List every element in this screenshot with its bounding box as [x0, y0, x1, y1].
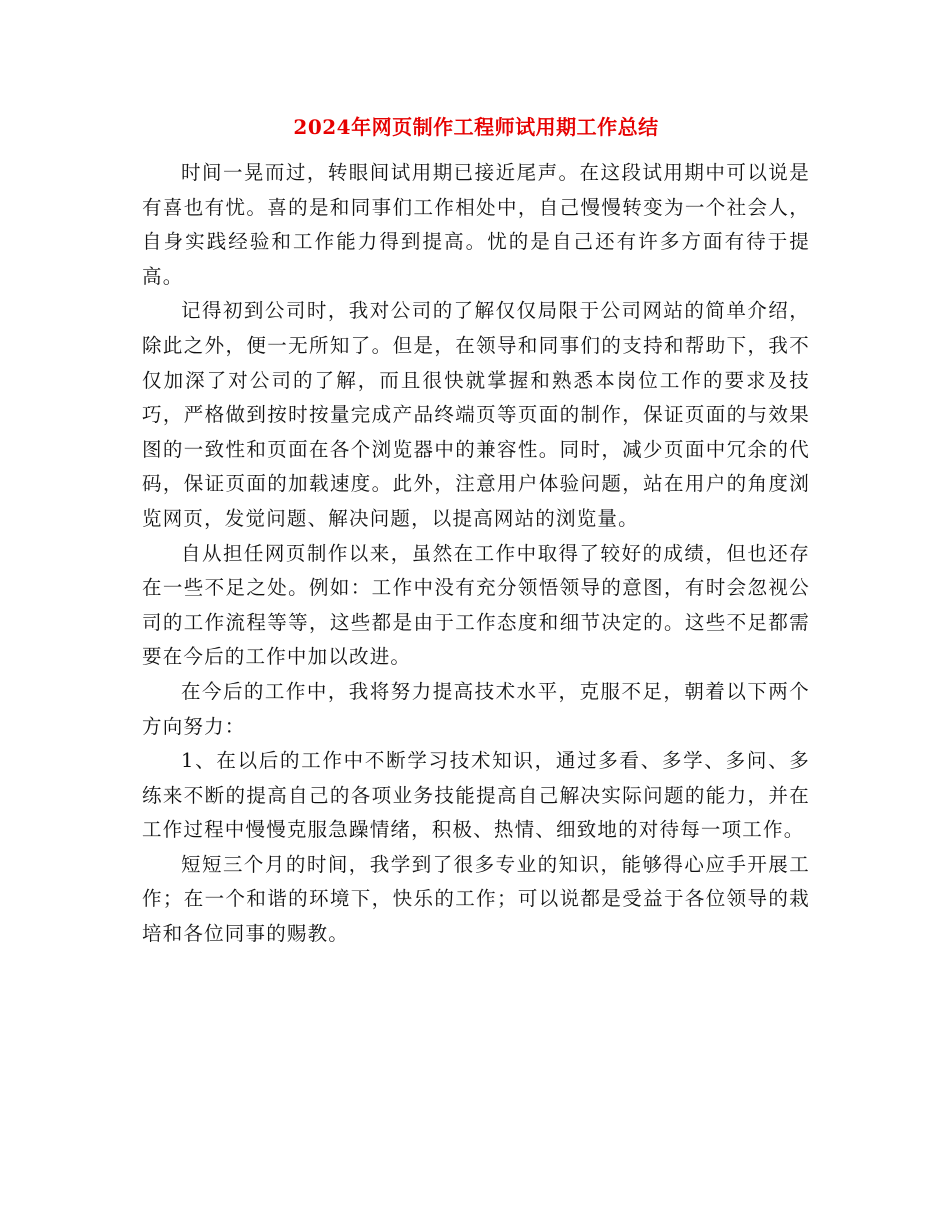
paragraph-conclusion: 短短三个月的时间，我学到了很多专业的知识，能够得心应手开展工作；在一个和谐的环境下，快乐的工作；可以说都是受益于各位领导的栽培和各位同事的赐教。: [142, 852, 810, 946]
document-title: 2024年网页制作工程师试用期工作总结: [293, 115, 659, 139]
paragraph-onboarding: 记得初到公司时，我对公司的了解仅仅局限于公司网站的简单介绍，除此之外，便一无所知了。但是，在领导和同事们的支持和帮助下，我不仅加深了对公司的了解，而且很快就掌握和熟悉本岗位工作的要求及技巧，严格做到按时按量完成产品终端页等页面的制作，保证页面的与效果图的一致性和页面在各个浏览器中的兼容性。同时，减少页面中冗余的代码，保证页面的加载速度。此外，注意用户体验问题，站在用户的角度浏览网页，发觉问题、解决问题，以提高网站的浏览量。: [142, 299, 810, 530]
paragraph-intro: 时间一晃而过，转眼间试用期已接近尾声。在这段试用期中可以说是有喜也有忧。喜的是和同事们工作相处中，自己慢慢转变为一个社会人，自身实践经验和工作能力得到提高。忧的是自己还有许多方面有待于提高。: [142, 161, 810, 288]
paragraph-shortcomings: 自从担任网页制作以来，虽然在工作中取得了较好的成绩，但也还存在一些不足之处。例如：工作中没有充分领悟领导的意图，有时会忽视公司的工作流程等等，这些都是由于工作态度和细节决定的。这些不足都需要在今后的工作中加以改进。: [142, 541, 810, 669]
paragraph-future-plan: 在今后的工作中，我将努力提高技术水平，克服不足，朝着以下两个方向努力：: [142, 679, 810, 738]
paragraph-item-1: 1、在以后的工作中不断学习技术知识，通过多看、多学、多问、多练来不断的提高自己的各项业务技能提高自己解决实际问题的能力，并在工作过程中慢慢克服急躁情绪，积极、热情、细致地的对待每一项工作。: [142, 749, 810, 842]
